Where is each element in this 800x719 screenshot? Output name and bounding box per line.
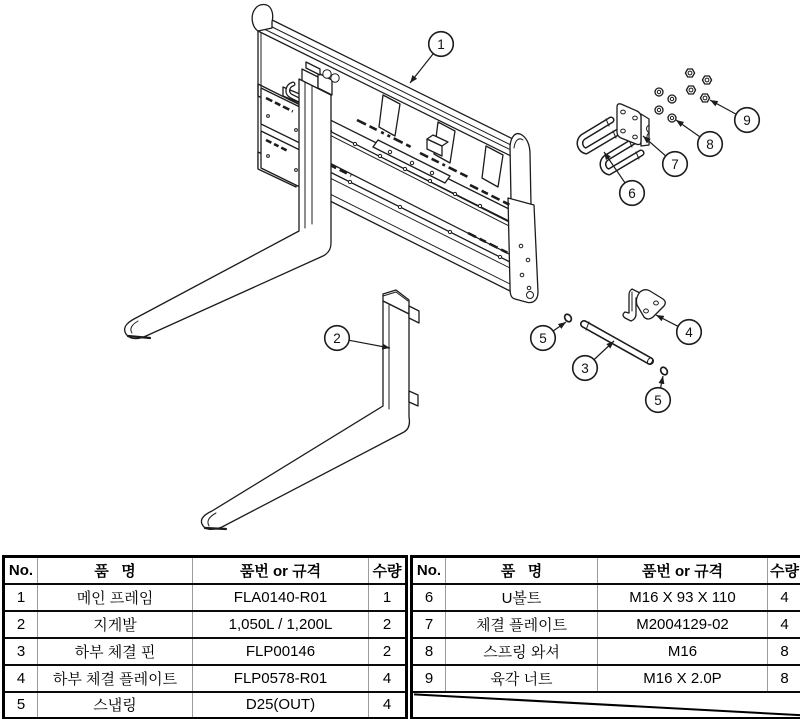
part-spec: 1,050L / 1,200L	[193, 611, 369, 638]
table-row	[412, 611, 800, 638]
hex-nuts-drawing	[685, 69, 711, 102]
col-header-no: No.	[4, 557, 38, 584]
empty-cell-diagonal	[412, 692, 800, 719]
callout-1-number: 1	[437, 36, 445, 52]
part-no: 2	[4, 611, 38, 638]
part-qty: 8	[768, 638, 800, 665]
table-row	[4, 692, 407, 719]
table-header-row	[4, 557, 407, 584]
fastening-plate-drawing	[617, 104, 649, 146]
part-spec: D25(OUT)	[193, 692, 369, 719]
part-name: 메인 프레임	[38, 584, 193, 611]
callout-5a-number: 5	[539, 330, 547, 346]
parts-tables	[2, 555, 798, 719]
part-qty: 1	[369, 584, 407, 611]
table-row	[412, 584, 800, 611]
part-name: 지게발	[38, 611, 193, 638]
col-header-name: 품 명	[446, 557, 598, 584]
table-row	[4, 638, 407, 665]
diagonal-slash	[413, 693, 800, 717]
part-qty: 4	[768, 611, 800, 638]
part-qty: 8	[768, 665, 800, 692]
table-row	[4, 665, 407, 692]
parts-table-left	[2, 555, 408, 719]
callout-8	[676, 120, 722, 156]
callout-7-number: 7	[671, 156, 679, 172]
part-spec: FLA0140-R01	[193, 584, 369, 611]
callout-2	[325, 326, 390, 351]
table-row	[412, 665, 800, 692]
callout-7	[643, 136, 687, 176]
spring-washers-drawing	[655, 88, 676, 122]
part-no: 9	[412, 665, 446, 692]
fork-1-drawing	[125, 79, 331, 339]
part-no: 8	[412, 638, 446, 665]
callout-9-number: 9	[743, 112, 751, 128]
part-name: 스냅링	[38, 692, 193, 719]
part-spec: M16	[598, 638, 768, 665]
callout-6-number: 6	[628, 185, 636, 201]
callout-4	[656, 315, 701, 344]
col-header-qty: 수량	[768, 557, 800, 584]
part-qty: 4	[369, 665, 407, 692]
table-header-row	[412, 557, 800, 584]
table-empty-row	[412, 692, 800, 719]
part-name: 하부 체결 플레이트	[38, 665, 193, 692]
part-name: 육각 너트	[446, 665, 598, 692]
parts-table-right	[410, 555, 800, 719]
part-spec: M16 X 2.0P	[598, 665, 768, 692]
table-row	[4, 584, 407, 611]
col-header-spec: 품번 or 규격	[598, 557, 768, 584]
part-name: 체결 플레이트	[446, 611, 598, 638]
table-row	[4, 611, 407, 638]
col-header-no: No.	[412, 557, 446, 584]
part-no: 5	[4, 692, 38, 719]
callout-3-number: 3	[581, 360, 589, 376]
col-header-qty: 수량	[369, 557, 407, 584]
part-name: 스프링 와셔	[446, 638, 598, 665]
part-no: 1	[4, 584, 38, 611]
callout-8-number: 8	[706, 136, 714, 152]
part-qty: 4	[768, 584, 800, 611]
part-name: U볼트	[446, 584, 598, 611]
callout-3	[573, 341, 614, 380]
part-qty: 2	[369, 611, 407, 638]
callout-1	[410, 32, 453, 83]
callout-2-number: 2	[333, 330, 341, 346]
callout-5b	[646, 376, 671, 412]
part-spec: FLP0578-R01	[193, 665, 369, 692]
col-header-name: 품 명	[38, 557, 193, 584]
callout-5b-number: 5	[654, 392, 662, 408]
col-header-spec: 품번 or 규격	[193, 557, 369, 584]
part-spec: FLP00146	[193, 638, 369, 665]
part-no: 4	[4, 665, 38, 692]
part-no: 3	[4, 638, 38, 665]
part-no: 6	[412, 584, 446, 611]
table-row	[412, 638, 800, 665]
part-no: 7	[412, 611, 446, 638]
part-name: 하부 체결 핀	[38, 638, 193, 665]
part-qty: 2	[369, 638, 407, 665]
part-spec: M16 X 93 X 110	[598, 584, 768, 611]
part-spec: M2004129-02	[598, 611, 768, 638]
callout-4-number: 4	[685, 324, 693, 340]
part-qty: 4	[369, 692, 407, 719]
fork-2-drawing	[201, 290, 419, 529]
callout-9	[710, 100, 759, 132]
callout-5a	[531, 322, 566, 350]
